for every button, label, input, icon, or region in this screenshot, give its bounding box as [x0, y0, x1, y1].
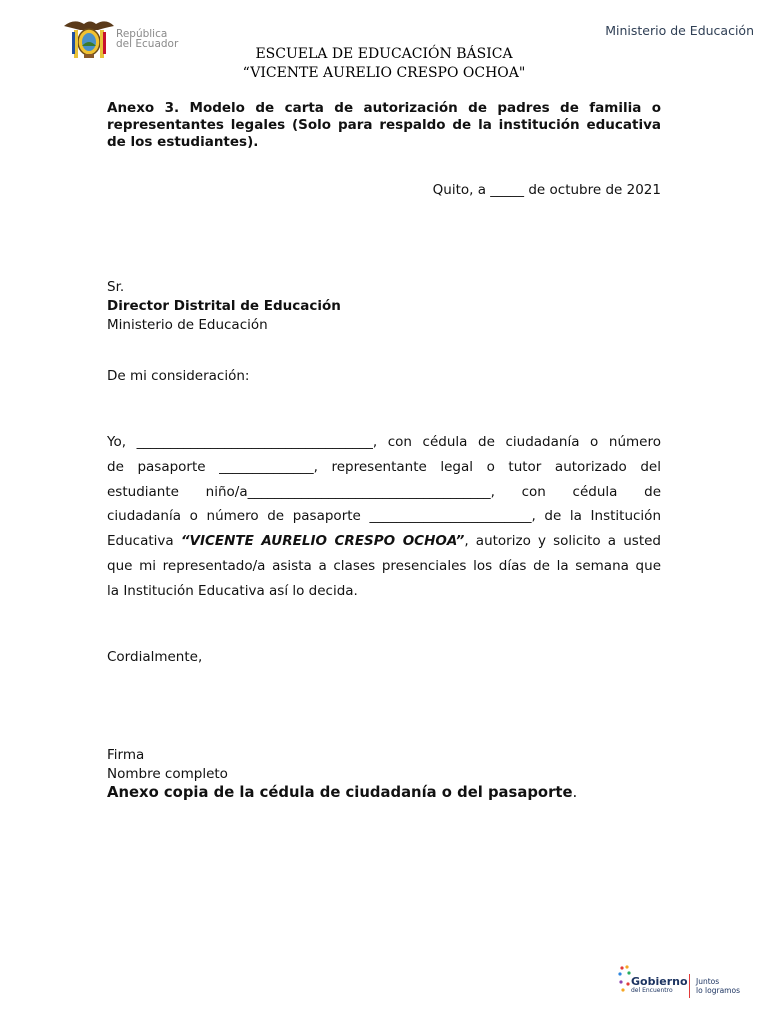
paragraph-line: de pasaporte ______________, representante legal o tutor autorizado del [107, 458, 661, 475]
annex-title: Anexo 3. Modelo de carta de autorización de padres de familia o representantes legales (Solo para respaldo de la institución educativa de los estudiantes). [107, 100, 661, 150]
signature-label: Firma [107, 747, 145, 763]
divider [689, 974, 690, 998]
slogan-line2: lo logramos [696, 986, 740, 995]
annex-note-text: Anexo copia de la cédula de ciudadanía o del pasaporte [107, 784, 573, 801]
slogan-line1: Juntos [696, 977, 720, 986]
gobierno-brand-sub: del Encuentro [631, 987, 673, 994]
greeting: De mi consideración: [107, 368, 250, 384]
recipient-salutation: Sr. [107, 279, 125, 295]
paragraph-line [107, 529, 661, 554]
school-name-line1: ESCUELA DE EDUCACIÓN BÁSICA [255, 46, 513, 62]
date-line: Quito, a _____ de octubre de 2021 [432, 182, 661, 198]
authorization-paragraph [107, 430, 661, 604]
paragraph-line: la Institución Educativa así lo decida. [107, 582, 358, 599]
paragraph-line: Yo, ___________________________________, con cédula de ciudadanía o número [107, 434, 661, 450]
paragraph-line: estudiante niño/a____________________________________, con cédula de [107, 483, 661, 500]
gobierno-logo [617, 960, 757, 1002]
paragraph-line: que mi representado/a asista a clases presenciales los días de la semana que [107, 557, 661, 574]
recipient-position: Director Distrital de Educación [107, 298, 341, 314]
signature-block [107, 746, 661, 784]
name-label: Nombre completo [107, 766, 228, 782]
ministry-header: Ministerio de Educación [605, 23, 754, 38]
gobierno-brand: Gobierno [631, 975, 688, 988]
school-name-line2: “VICENTE AURELIO CRESPO OCHOA" [242, 65, 526, 81]
recipient-block [107, 278, 661, 335]
logo-text-line1: República [116, 28, 168, 40]
annex-note [107, 784, 661, 801]
paragraph-line: ciudadanía o número de pasaporte ________________________, de la Institución [107, 508, 661, 525]
school-name-inline: “VICENTE AURELIO CRESPO OCHOA” [180, 533, 465, 550]
paragraph-text: Educativa [107, 533, 181, 550]
logo-text-line2: del Ecuador [116, 38, 179, 50]
closing: Cordialmente, [107, 649, 203, 665]
annex-note-period: . [572, 784, 578, 801]
recipient-institution: Ministerio de Educación [107, 317, 268, 333]
paragraph-text: , autorizo y solicito a usted [464, 533, 661, 550]
